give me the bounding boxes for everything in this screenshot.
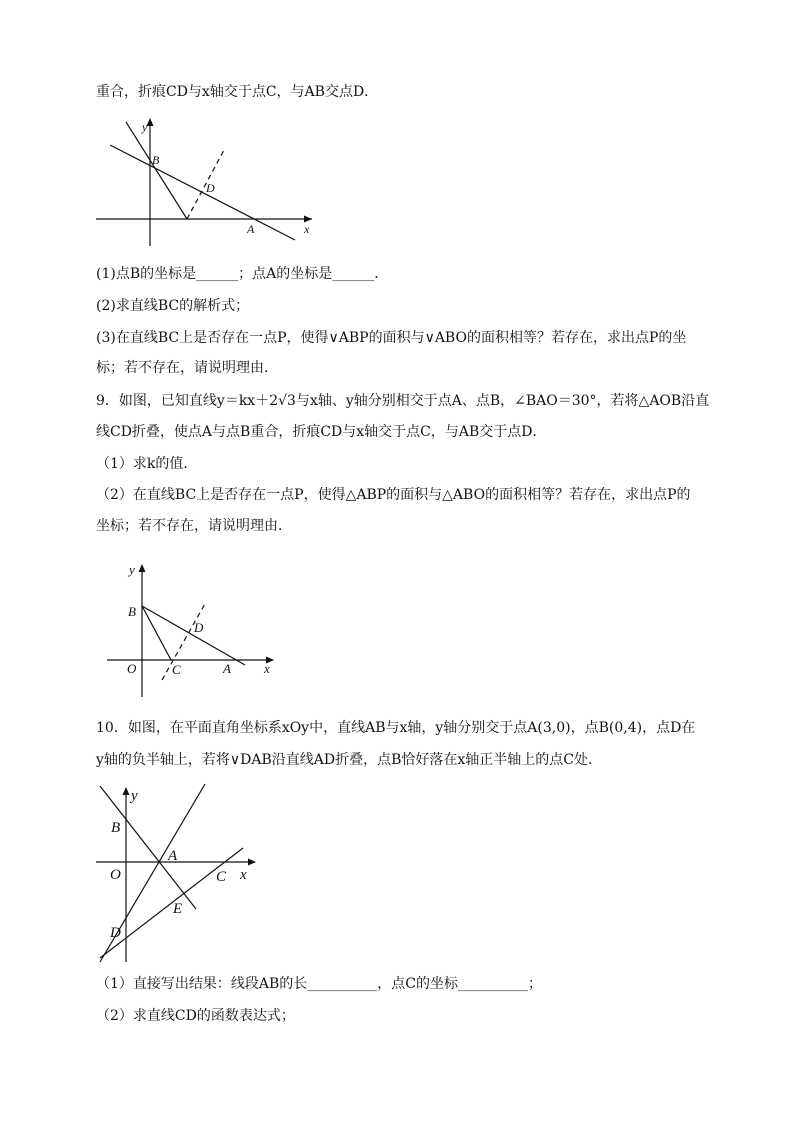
problem-9-part-2-line-1: （2）在直线BC上是否存在一点P，使得△ABP的面积与△ABO的面积相等？若存在，求出点P的	[96, 487, 691, 503]
fig3-x-arrow-icon	[248, 859, 256, 866]
fig1-label-y: y	[142, 120, 148, 134]
fig3-label-b: B	[111, 820, 121, 836]
fig1-label-b: B	[152, 153, 160, 167]
problem-10-line-2: y轴的负半轴上，若将∨DAB沿直线AD折叠，点B恰好落在x轴正半轴上的点C处．	[96, 752, 603, 768]
fig2-label-d: D	[194, 620, 204, 635]
question-3-line-2: 标；若不存在，请说明理由．	[96, 360, 278, 376]
fig3-label-d: D	[110, 925, 121, 941]
fig3-label-e: E	[173, 901, 183, 917]
problem-10-line-1: 10．如图，在平面直角坐标系xOy中，直线AB与x轴，y轴分别交于点A(3,0)，点B(0,4)，点D在	[96, 720, 696, 736]
question-3-line-1: (3)在直线BC上是否存在一点P，使得∨ABP的面积与∨ABO的面积相等？若存在，求出点P的坐	[96, 330, 687, 346]
fig2-label-a: A	[223, 661, 231, 676]
problem-9-part-2-line-2: 坐标；若不存在，请说明理由．	[96, 518, 292, 534]
problem-9-line-2: 线CD折叠，使点A与点B重合，折痕CD与x轴交于点C，与AB交于点D．	[96, 424, 547, 440]
fig2-label-y: y	[129, 562, 135, 577]
fig1-label-x: x	[304, 222, 310, 236]
fig2-label-x: x	[264, 661, 270, 676]
fig3-label-a: A	[168, 848, 178, 864]
problem-9-line-1: 9．如图，已知直线y＝kx＋2√3与x轴、y轴分别相交于点A、点B，∠BAO＝30°，若将△AOB沿直	[96, 393, 710, 409]
fig1-label-d: D	[206, 181, 215, 195]
problem-10-part-1: （1）直接写出结果：线段AB的长__________，点C的坐标__________；	[96, 976, 543, 992]
fig3-line-dc	[100, 848, 243, 958]
fig3-label-x: x	[240, 867, 247, 883]
fig1-label-a: A	[247, 222, 255, 236]
question-2: (2)求直线BC的解析式；	[96, 298, 250, 314]
fig2-label-c: C	[172, 662, 181, 677]
fig3-label-y: y	[131, 788, 138, 804]
fig3-line-ab	[100, 786, 196, 909]
fig3-y-arrow-icon	[123, 787, 130, 795]
problem-9-part-1: （1）求k的值．	[96, 456, 198, 472]
fig3-label-o: O	[110, 867, 121, 883]
text-line-fold-intro: 重合，折痕CD与x轴交于点C，与AB交点D．	[96, 84, 379, 100]
question-1: (1)点B的坐标是______；点A的坐标是______．	[96, 266, 389, 282]
problem-10-part-2: （2）求直线CD的函数表达式；	[96, 1008, 295, 1024]
fig2-label-o: O	[127, 661, 137, 676]
fig2-label-b: B	[128, 604, 136, 619]
fig3-label-c: C	[216, 869, 227, 885]
